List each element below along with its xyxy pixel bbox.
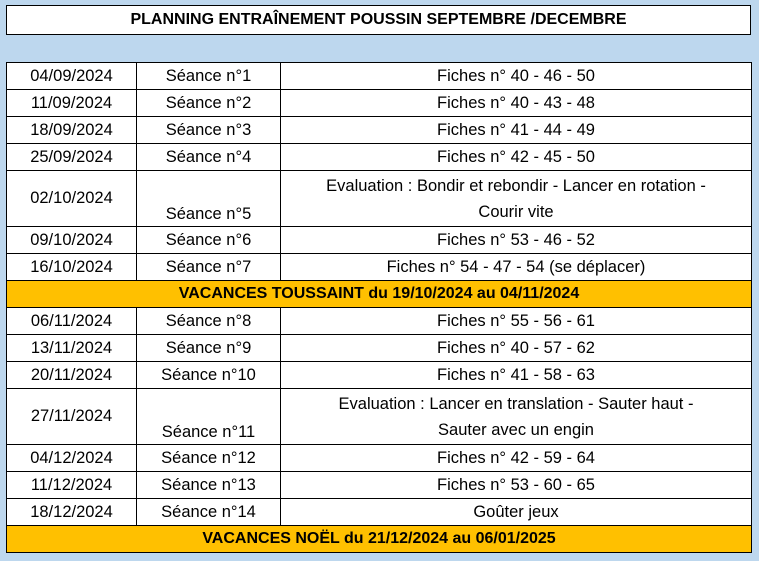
- session-date: 11/09/2024: [7, 90, 137, 117]
- content-line: Courir vite: [478, 202, 554, 221]
- table-row: [7, 227, 752, 254]
- session-content: Fiches n° 41 - 58 - 63: [281, 362, 752, 389]
- session-content: Goûter jeux: [281, 499, 752, 526]
- table-row: [7, 362, 752, 389]
- session-number: Séance n°8: [137, 308, 281, 335]
- content-line: Sauter avec un engin: [438, 420, 594, 439]
- session-number: Séance n°9: [137, 335, 281, 362]
- schedule-table: [6, 62, 752, 553]
- session-content: Fiches n° 41 - 44 - 49: [281, 117, 752, 144]
- page-title: PLANNING ENTRAÎNEMENT POUSSIN SEPTEMBRE /DECEMBRE: [6, 5, 751, 35]
- holiday-banner: VACANCES TOUSSAINT du 19/10/2024 au 04/11/2024: [7, 281, 752, 308]
- session-number: Séance n°11: [137, 389, 281, 445]
- table-row: [7, 389, 752, 445]
- holiday-row: [7, 526, 752, 553]
- holiday-banner: VACANCES NOËL du 21/12/2024 au 06/01/2025: [7, 526, 752, 553]
- table-row: [7, 144, 752, 171]
- session-date: 18/09/2024: [7, 117, 137, 144]
- session-number: Séance n°4: [137, 144, 281, 171]
- session-date: 13/11/2024: [7, 335, 137, 362]
- session-content: Fiches n° 40 - 57 - 62: [281, 335, 752, 362]
- session-date: 16/10/2024: [7, 254, 137, 281]
- table-row: [7, 90, 752, 117]
- table-row: [7, 171, 752, 227]
- content-line: Evaluation : Bondir et rebondir - Lancer en rotation -: [326, 176, 706, 195]
- table-row: [7, 308, 752, 335]
- session-content: Fiches n° 53 - 60 - 65: [281, 472, 752, 499]
- session-number: Séance n°7: [137, 254, 281, 281]
- session-date: 04/09/2024: [7, 63, 137, 90]
- session-content: Fiches n° 54 - 47 - 54 (se déplacer): [281, 254, 752, 281]
- table-row: [7, 254, 752, 281]
- session-number: Séance n°10: [137, 362, 281, 389]
- session-date: 11/12/2024: [7, 472, 137, 499]
- session-number: Séance n°1: [137, 63, 281, 90]
- session-number: Séance n°12: [137, 445, 281, 472]
- holiday-row: [7, 281, 752, 308]
- session-date: 06/11/2024: [7, 308, 137, 335]
- session-number: Séance n°3: [137, 117, 281, 144]
- session-date: 04/12/2024: [7, 445, 137, 472]
- session-date: 27/11/2024: [7, 389, 137, 445]
- table-row: [7, 499, 752, 526]
- table-row: [7, 472, 752, 499]
- session-content: Fiches n° 40 - 46 - 50: [281, 63, 752, 90]
- session-number: Séance n°2: [137, 90, 281, 117]
- session-number: Séance n°13: [137, 472, 281, 499]
- session-content: Fiches n° 40 - 43 - 48: [281, 90, 752, 117]
- content-line: Evaluation : Lancer en translation - Sauter haut -: [338, 394, 694, 413]
- table-row: [7, 445, 752, 472]
- session-content: Fiches n° 53 - 46 - 52: [281, 227, 752, 254]
- table-row: [7, 335, 752, 362]
- table-row: [7, 117, 752, 144]
- session-number: Séance n°6: [137, 227, 281, 254]
- session-content: Fiches n° 55 - 56 - 61: [281, 308, 752, 335]
- session-number: Séance n°14: [137, 499, 281, 526]
- session-content: Fiches n° 42 - 59 - 64: [281, 445, 752, 472]
- session-date: 25/09/2024: [7, 144, 137, 171]
- session-date: 18/12/2024: [7, 499, 137, 526]
- session-content: [281, 389, 752, 445]
- session-date: 02/10/2024: [7, 171, 137, 227]
- session-date: 20/11/2024: [7, 362, 137, 389]
- session-content: [281, 171, 752, 227]
- session-date: 09/10/2024: [7, 227, 137, 254]
- session-content: Fiches n° 42 - 45 - 50: [281, 144, 752, 171]
- session-number: Séance n°5: [137, 171, 281, 227]
- table-row: [7, 63, 752, 90]
